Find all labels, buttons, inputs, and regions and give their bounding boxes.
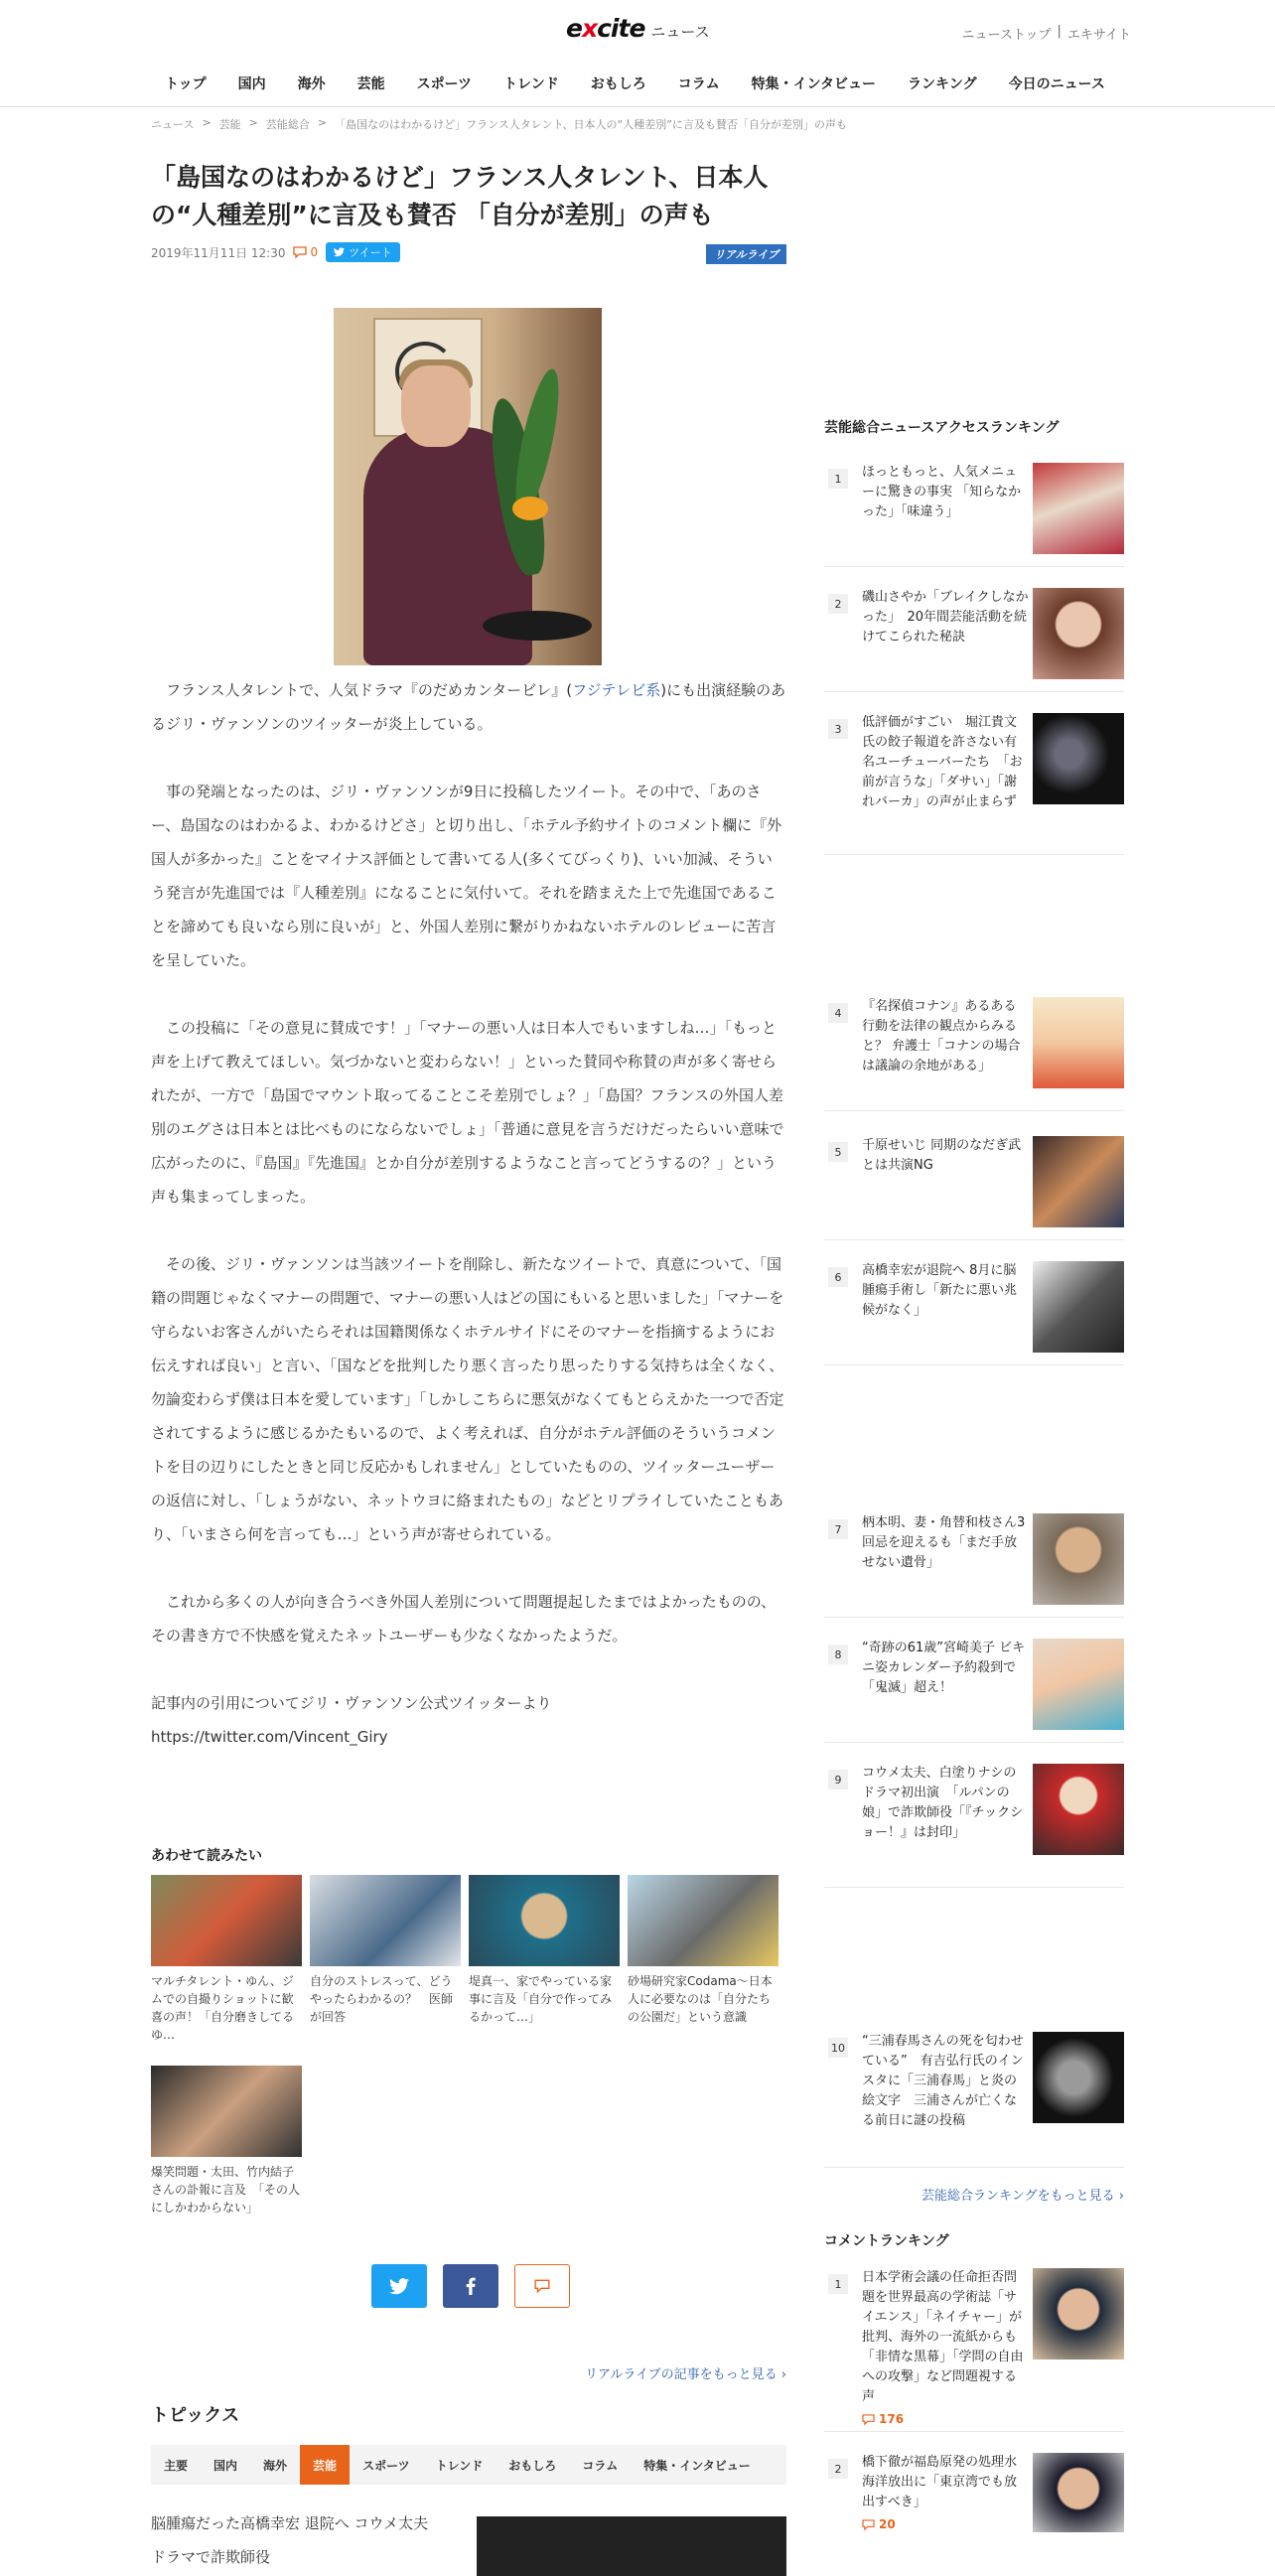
breadcrumb-sep: >: [202, 116, 212, 129]
related-title: あわせて読みたい: [151, 1848, 262, 1864]
comment-icon: [862, 2414, 875, 2425]
related-text: 爆笑問題・太田、竹内結子さんの訃報に言及 「その人にしかわからない」: [151, 2165, 301, 2215]
tweet-label: ツイート: [349, 246, 392, 259]
ranking-text: “奇跡の61歳”宮崎美子 ビキニ姿カレンダー予約殺到で「鬼滅」超え！: [862, 1641, 1026, 1695]
topic-headline[interactable]: 脳腫瘍だった高橋幸宏 退院へ コウメ太夫 ドラマで詐欺師役: [151, 2514, 429, 2566]
nav-domestic[interactable]: 国内: [237, 76, 266, 92]
ranking-thumbnail: [1033, 2453, 1124, 2532]
citation-url: https://twitter.com/Vincent_Giry: [151, 1728, 388, 1746]
ranking-text: 『名探偵コナン』あるある行動を法律の観点からみると？ 弁護士「コナンの場合は議論の余地がある」: [862, 999, 1021, 1073]
ranking-text: コウメ太夫、白塗りナシのドラマ初出演 「ルパンの娘」で詐欺師役「『チックショー！』は封印」: [862, 1766, 1024, 1840]
rank-number: 2: [828, 2459, 848, 2479]
rank-number: 5: [828, 1142, 848, 1162]
article-paragraph: その後、ジリ・ヴァンソンは当該ツイートを削除し、新たなツイートで、真意について、「国籍の問題じゃなくマナーの問題で、マナーの悪い人はどの国にもいると思いました」「マナーを守らないお客さんがいたらそれは国籍関係なくホテルサイドにそのマナーを指摘するようにお伝えすれば良い」と言い、「国などを批判したり悪く言ったり思ったりする気持ちは全くなく、勿論変わらず僕は日本を愛しています」「しかしこちらに悪気がなくてもとらえかた一つで否定されてするように感じるかたもいるので、よく考えれば、自分がホテル評価のそういうコメントを目の辺りにしたときと同じ反応かもしれません」としていたものの、ツイッターユーザーの返信に対し、「しょうがない、ネットウヨに絡まれたもの」などとリプライしていたこともあり、「いまさら何を言っても…」という声が寄せられている。: [151, 1255, 784, 1543]
paragraph-text: フランス人タレントで、人気ドラマ『のだめカンタービレ』(: [166, 681, 573, 699]
related-item[interactable]: [310, 1875, 461, 2026]
topic-tab-column[interactable]: コラム: [582, 2458, 619, 2473]
ranking-thumbnail: [1033, 588, 1124, 679]
nav-sports[interactable]: スポーツ: [416, 76, 473, 92]
ranking-title: 芸能総合ニュースアクセスランキング: [824, 420, 1060, 436]
ranking-text: 低評価がすごい 堀江貴文氏の餃子報道を許さない有名ユーチューバーたち 「お前が言うな」「ダサい」「謝れバーカ」の声が止まらず: [862, 715, 1023, 809]
rank-number: 10: [828, 2038, 848, 2058]
topic-tab-main[interactable]: 主要: [164, 2458, 189, 2473]
article-paragraph: これから多くの人が向き合うべき外国人差別について問題提起したまではよかったものの、その書き方で不快感を覚えたネットユーザーも少なくなかったようだ。: [151, 1593, 777, 1645]
nav-column[interactable]: コラム: [677, 76, 720, 92]
rank-number: 9: [828, 1770, 848, 1789]
topic-tab-trend[interactable]: トレンド: [435, 2458, 484, 2473]
comment-count-badge: [862, 2514, 1029, 2534]
related-thumbnail: [151, 2066, 302, 2157]
article: [151, 159, 786, 2566]
link-news-top[interactable]: ニューストップ: [961, 28, 1052, 43]
link-excite[interactable]: エキサイト: [1066, 28, 1131, 43]
article-date: 2019年11月11日 12:30: [151, 245, 286, 260]
logo-section: ニュース: [650, 23, 710, 41]
comment-ranking-title: コメントランキング: [824, 2233, 949, 2249]
breadcrumb-sep: >: [248, 116, 258, 129]
citation-text: 記事内の引用についてジリ・ヴァンソン公式ツイッターより: [151, 1694, 552, 1712]
related-articles: [151, 1845, 786, 2215]
related-text: マルチタレント・ゆん、ジムでの自撮りショットに歓喜の声！「自分磨きしてるゆ…: [151, 1974, 295, 2042]
ranking-text: 柄本明、妻・角替和枝さん3回忌を迎えるも「まだ手放せない遺骨」: [862, 1515, 1026, 1570]
comment-count-badge: [862, 2409, 1029, 2429]
header-links: [962, 24, 1131, 43]
article-photo: [334, 308, 602, 665]
ranking-thumbnail: [1033, 2268, 1124, 2360]
comment-count: 0: [310, 245, 319, 259]
article-paragraph: 事の発端となったのは、ジリ・ヴァンソンが9日に投稿したツイート。その中で、「あのさー、島国なのはわかるよ、わかるけどさ」と切り出し、「ホテル予約サイトのコメント欄に『外国人が多かった』ことをマイナス評価として書いてる人(多くてびっくり)、いい加減、そういう発言が先進国では『人種差別』になることに気付いて。それを踏まえた上で先進国であることを諦めても良いなら別に良いが」と、外国人差別に繋がりかねないホテルのレビューに苦言を呈していた。: [151, 783, 782, 969]
related-thumbnail: [469, 1875, 620, 1966]
comment-ranking-count: 176: [879, 2412, 905, 2426]
rank-number: 7: [828, 1519, 848, 1539]
fujitv-link[interactable]: フジテレビ系: [572, 681, 661, 699]
rank-number: 1: [828, 469, 848, 489]
ranking-more-label: 芸能総合ランキングをもっと見る: [921, 2189, 1115, 2204]
rank-number: 8: [828, 1645, 848, 1664]
ranking-text: 高橋幸宏が退院へ 8月に脳腫瘍手術し「新たに悪い兆候がなく」: [862, 1263, 1018, 1318]
nav-entertainment[interactable]: 芸能: [356, 76, 385, 92]
comment-icon: [862, 2519, 875, 2530]
topics-title: トピックス: [151, 2405, 240, 2426]
nav-feature[interactable]: 特集・インタビュー: [751, 76, 877, 92]
chevron-right-icon: ›: [1118, 2189, 1124, 2204]
site-header: [0, 0, 1275, 107]
source-more-link[interactable]: [585, 2363, 786, 2382]
article-meta: [151, 242, 786, 262]
article-body: [151, 673, 786, 1754]
comment-ranking-text-block: [862, 2453, 1029, 2534]
nav-funny[interactable]: おもしろ: [590, 76, 646, 92]
share-facebook-button[interactable]: [443, 2264, 498, 2308]
ranking-thumbnail: [1033, 997, 1124, 1088]
nav-ranking[interactable]: ランキング: [908, 76, 977, 92]
ranking-thumbnail: [1033, 1261, 1124, 1353]
related-text: 堤真一、家でやっている家事に言及「自分で作ってみるかって…」: [469, 1974, 613, 2024]
topic-tab-world[interactable]: 海外: [263, 2458, 288, 2473]
nav-world[interactable]: 海外: [297, 76, 326, 92]
site-logo[interactable]: [566, 14, 710, 43]
topic-image[interactable]: [477, 2516, 786, 2576]
nav-top[interactable]: トップ: [165, 76, 207, 92]
comment-ranking-text: 日本学術会議の任命拒否問題を世界最高の学術誌「サイエンス」「ネイチャー」が批判、海外の一流紙からも「非情な黒幕」「学問の自由への攻撃」など問題視する声: [862, 2270, 1024, 2404]
breadcrumb-entertainment[interactable]: 芸能: [218, 118, 241, 131]
link-separator: |: [1057, 24, 1062, 39]
rank-number: 4: [828, 1003, 848, 1023]
ranking-text: ほっともっと、人気メニューに驚きの事実 「知らなかった」「味違う」: [862, 465, 1022, 519]
ranking-text: “三浦春馬さんの死を匂わせている” 有吉弘行氏のインスタに「三浦春馬」と炎の絵文字 三浦さんが亡くなる前日に謎の投稿: [862, 2034, 1024, 2128]
topic-tab-funny[interactable]: おもしろ: [508, 2458, 557, 2473]
twitter-bird-icon: [334, 247, 345, 257]
related-text: 砂場研究家Codama～日本人に必要なのは「自分たちの公園だ」という意識: [628, 1974, 773, 2024]
breadcrumb-news[interactable]: ニュース: [151, 118, 195, 131]
article-title: 「島国なのはわかるけど」フランス人タレント、日本人の“人種差別”に言及も賛否 「自分が差別」の声も: [151, 163, 769, 229]
chevron-right-icon: ›: [780, 2367, 786, 2382]
twitter-bird-icon: [389, 2278, 409, 2295]
related-item[interactable]: [469, 1875, 620, 2026]
article-paragraph: この投稿に「その意見に賛成です！」「マナーの悪い人は日本人でもいますしね…」「もっと声を上げて教えてほしい。気づかないと変わらない！」といった賛同や称賛の声が多く寄せられたが、一方で「島国でマウント取ってることこそ差別でしょ？」「島国？フランスの外国人差別のエグさは日本とは比べものにならないでしょ」「普通に意見を言うだけだったらいい意味で広がったのに、『島国』『先進国』とか自分が差別するようなこと言ってどうするの？」という声も集まってしまった。: [151, 1019, 784, 1206]
share-buttons: [371, 2264, 570, 2308]
topic-tab-entertainment[interactable]: 芸能: [300, 2445, 350, 2485]
related-thumbnail: [151, 1875, 302, 1966]
ranking-thumbnail: [1033, 1764, 1124, 1855]
ranking-thumbnail: [1033, 463, 1124, 554]
share-comment-button[interactable]: [514, 2264, 570, 2308]
related-item[interactable]: [151, 2066, 302, 2217]
rank-number: 6: [828, 1267, 848, 1287]
ranking-text: 千原せいじ 同期のなだぎ武とは共演NG: [862, 1138, 1022, 1173]
source-logo[interactable]: リアルライブ: [706, 244, 786, 264]
more-link-label: リアルライブの記事をもっと見る: [584, 2367, 778, 2382]
ranking-thumbnail: [1033, 1639, 1124, 1730]
paragraph-text: )にも出演経験のあるジリ・ヴァンソンのツイッターが炎上している。: [151, 681, 786, 733]
facebook-icon: [466, 2277, 476, 2295]
related-thumbnail: [628, 1875, 779, 1966]
comment-count-link[interactable]: [293, 245, 318, 259]
comment-ranking-text: 橋下徹が福島原発の処理水海洋放出に「東京湾でも放出すべき」: [862, 2455, 1018, 2509]
topics-section: [151, 2401, 786, 2574]
breadcrumb-sep: >: [317, 116, 328, 129]
rank-number: 1: [828, 2274, 848, 2294]
ranking-thumbnail: [1033, 713, 1124, 804]
related-thumbnail: [310, 1875, 461, 1966]
citation: [151, 1686, 786, 1754]
ranking-text: 磯山さやか「ブレイクしなかった」 20年間芸能活動を続けてこられた秘訣: [862, 590, 1029, 644]
tweet-button[interactable]: [326, 242, 399, 262]
related-item[interactable]: [151, 1875, 302, 2044]
comment-ranking-text-block: [862, 2268, 1029, 2429]
ranking-thumbnail: [1033, 2032, 1124, 2123]
ranking-thumbnail: [1033, 1136, 1124, 1227]
rank-number: 2: [828, 594, 848, 614]
ranking-more-link[interactable]: [921, 2185, 1124, 2204]
topics-tabs: [151, 2445, 786, 2485]
logo-brand: excite: [566, 14, 645, 43]
topic-tab-domestic[interactable]: 国内: [213, 2458, 238, 2473]
sidebar: [824, 417, 1124, 2531]
article-paragraph: [151, 673, 786, 741]
comment-icon: [293, 246, 307, 258]
breadcrumb: [151, 116, 847, 132]
topic-tab-feature[interactable]: 特集・インタビュー: [643, 2458, 751, 2473]
rank-number: 3: [828, 719, 848, 739]
breadcrumb-current: 「島国なのはわかるけど」フランス人タレント、日本人の“人種差別”に言及も賛否「自分が差別」の声も: [335, 118, 847, 131]
ranking-thumbnail: [1033, 1513, 1124, 1605]
related-item[interactable]: [628, 1875, 779, 2026]
nav-today[interactable]: 今日のニュース: [1008, 76, 1105, 92]
share-twitter-button[interactable]: [371, 2264, 427, 2308]
topic-tab-sports[interactable]: スポーツ: [362, 2458, 410, 2473]
nav-trend[interactable]: トレンド: [503, 76, 559, 92]
related-text: 自分のストレスって、どうやったらわかるの？ 医師が回答: [310, 1974, 454, 2024]
comment-icon: [534, 2279, 550, 2293]
breadcrumb-general[interactable]: 芸能総合: [265, 118, 310, 131]
comment-ranking-count: 20: [879, 2517, 896, 2531]
global-nav: [149, 62, 1121, 107]
